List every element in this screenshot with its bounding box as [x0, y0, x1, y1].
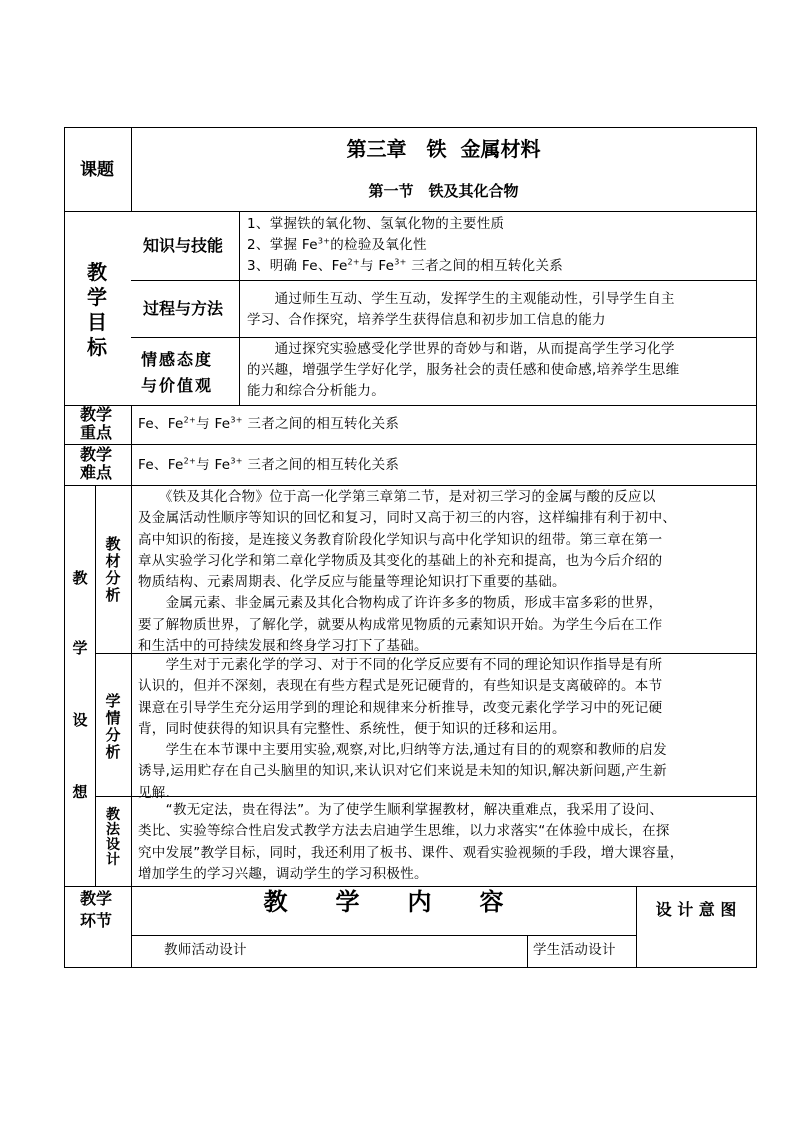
paragraph-line: 认识的，但并不深刻，表现在有些方程式是死记硬背的，有些知识是支离破碎的。本节: [138, 678, 663, 695]
knowledge-label: 知识与技能: [143, 236, 224, 255]
objective-row-divider: [131, 280, 757, 281]
superscript: 3+: [230, 456, 243, 466]
knowledge-line: [247, 235, 427, 256]
design-label-divider: [95, 485, 96, 887]
process-line: 通过师生互动、学生互动，发挥学生的主观能动性，引导学生自主: [247, 291, 675, 307]
process-step-label-line: 教学: [80, 889, 113, 908]
design-label-char: 教: [72, 569, 88, 587]
intent-column-divider: [636, 886, 637, 968]
text-run: 三者之间的相互转化关系: [406, 258, 564, 274]
paragraph-line: 究中发展”教学目标，同时，我还利用了板书、课件、观看实验视频的手段，增大课容量，: [138, 844, 684, 861]
intent-header: 设 计 意 图: [655, 900, 737, 919]
knowledge-line: [247, 256, 563, 277]
table-border-bottom: [64, 967, 757, 968]
emotion-line: 的兴趣，增强学生学好化学，服务社会的责任感和使命感,培养学生思维: [247, 362, 680, 378]
design-label-char: 设: [72, 711, 88, 729]
difficulty-label-line: 难点: [80, 463, 113, 482]
paragraph-line: “教无定法，贵在得法”。为了使学生顺利掌握教材，解决重难点，我采用了设问、: [138, 802, 664, 818]
teacher-activity-header: 教师活动设计: [164, 942, 247, 958]
objectives-label-char: 标: [87, 335, 107, 359]
paragraph-line: 物质结构、元素周期表、化学反应与能量等理论知识打下重要的基础。: [138, 574, 566, 591]
table-border-top: [64, 127, 757, 128]
method-design-text: [138, 800, 684, 885]
student-activity-header: 学生活动设计: [533, 942, 616, 958]
superscript: 2+: [183, 415, 197, 425]
difficulty-text: [138, 455, 399, 476]
emotion-label-line: 情感态度: [141, 350, 214, 369]
text-run: 3、明确 Fe、Fe: [247, 258, 348, 274]
paragraph-line: 《铁及其化合物》位于高一化学第三章第二节，是对初三学习的金属与酸的反应以: [138, 489, 656, 505]
table-border-right: [756, 127, 757, 968]
process-row-divider: [131, 935, 636, 936]
design-label-char: 想: [72, 783, 88, 801]
emotion-line: 通过探究实验感受化学世界的奇妙与和谐，从而提高学生学习化学: [247, 341, 675, 357]
objectives-label-char: 目: [87, 310, 107, 334]
method-design-label: 教法设计: [106, 807, 120, 868]
superscript: 3+: [317, 236, 331, 246]
key-point-text: [138, 414, 399, 435]
superscript: 3+: [230, 415, 243, 425]
paragraph-line: 要了解物质世界，了解化学，就要从构成常见物质的元素知识开始。为学生今后在工作: [138, 616, 663, 633]
paragraph-line: 和生活中的可持续发展和终身学习打下了基础。: [138, 638, 428, 655]
textbook-analysis-text: [138, 487, 676, 657]
objectives-label-char: 教: [87, 260, 107, 284]
design-sublabel-divider: [131, 485, 132, 887]
emotion-line: 能力和综合分析能力。: [247, 383, 385, 399]
process-line: 学习、合作探究，培养学生获得信息和初步加工信息的能力: [247, 312, 606, 328]
difficulty-label-line: 教学: [80, 445, 113, 464]
process-label: 过程与方法: [143, 299, 224, 318]
student-analysis-text: [138, 655, 667, 804]
paragraph-line: 学生对于元素化学的学习、对于不同的化学反应要有不同的理论知识作指导是有所: [138, 657, 663, 673]
objective-row-divider: [131, 337, 757, 338]
objectives-label: [72, 260, 122, 360]
text-run: 三者之间的相互转化关系: [242, 457, 400, 473]
paragraph-line: 诱导,运用贮存在自己头脑里的知识,来认识对它们来说是未知的知识,解决新问题,产生新: [138, 763, 667, 780]
row-divider: [64, 405, 757, 406]
paragraph-line: 课意在引导学生充分运用学到的理论和规律来分析推导，改变元素化学学习中的死记硬: [138, 699, 663, 716]
student-analysis-label: 学情分析: [105, 692, 121, 761]
objectives-label-char: 学: [87, 285, 107, 309]
paragraph-line: 学生在本节课中主要用实验,观察,对比,归纳等方法,通过有目的的观察和教师的启发: [138, 742, 667, 759]
text-run: 的检验及氧化性: [330, 237, 427, 253]
text-run: 与 Fe: [196, 416, 231, 432]
paragraph-line: 章从实验学习化学和第二章化学物质及其变化的基础上的补充和提高，也为今后介绍的: [138, 552, 663, 569]
row-divider: [64, 211, 757, 212]
process-step-label-line: 环节: [80, 911, 113, 930]
superscript: 2+: [183, 456, 197, 466]
paragraph-line: 类比、实验等综合性启发式教学方法去启迪学生思维，以力求落实“在体验中成长，在探: [138, 823, 670, 840]
row-divider: [64, 444, 757, 445]
text-run: 三者之间的相互转化关系: [242, 416, 400, 432]
text-run: Fe、Fe: [138, 457, 184, 473]
key-point-label-line: 重点: [80, 423, 113, 442]
teacher-student-divider: [527, 935, 528, 968]
paragraph-line: 及金属活动性顺序等知识的回忆和复习，同时又高于初三的内容，这样编排有利于初中、: [138, 510, 677, 527]
label-column-divider: [131, 405, 132, 486]
content-header: 教 学 内 容: [263, 888, 504, 916]
text-run: Fe、Fe: [138, 416, 184, 432]
paragraph-line: 高中知识的衔接，是连接义务教育阶段化学知识与高中化学知识的纽带。第三章在第一: [138, 531, 663, 548]
design-label-char: 学: [72, 639, 88, 657]
row-divider: [64, 485, 757, 486]
text-run: 2、掌握 Fe: [247, 237, 318, 253]
superscript: 2+: [347, 257, 360, 267]
title-label: 课题: [80, 160, 114, 180]
paragraph-line: 见解.: [138, 784, 171, 801]
chapter-title: 第三章 铁 金属材料: [346, 137, 541, 161]
textbook-analysis-label: 教材分析: [105, 535, 121, 604]
emotion-label-line: 与价值观: [141, 376, 214, 395]
table-border-left: [64, 127, 65, 968]
paragraph-line: 增加学生的学习兴趣，调动学生的学习积极性。: [138, 865, 428, 882]
text-run: 与 Fe: [359, 258, 395, 274]
paragraph-line: 金属元素、非金属元素及其化合物构成了许许多多的物质，形成丰富多彩的世界，: [138, 595, 663, 612]
superscript: 3+: [394, 257, 407, 267]
knowledge-line: [247, 214, 504, 235]
section-title: 第一节 铁及其化合物: [368, 182, 519, 200]
key-point-label-line: 教学: [80, 405, 113, 424]
objective-label-divider: [239, 211, 240, 406]
text-run: 1、掌握铁的氧化物、氢氧化物的主要性质: [247, 216, 505, 232]
paragraph-line: 背，同时使获得的知识具有完整性、系统性，便于知识的迁移和运用。: [138, 720, 566, 737]
text-run: 与 Fe: [196, 457, 231, 473]
